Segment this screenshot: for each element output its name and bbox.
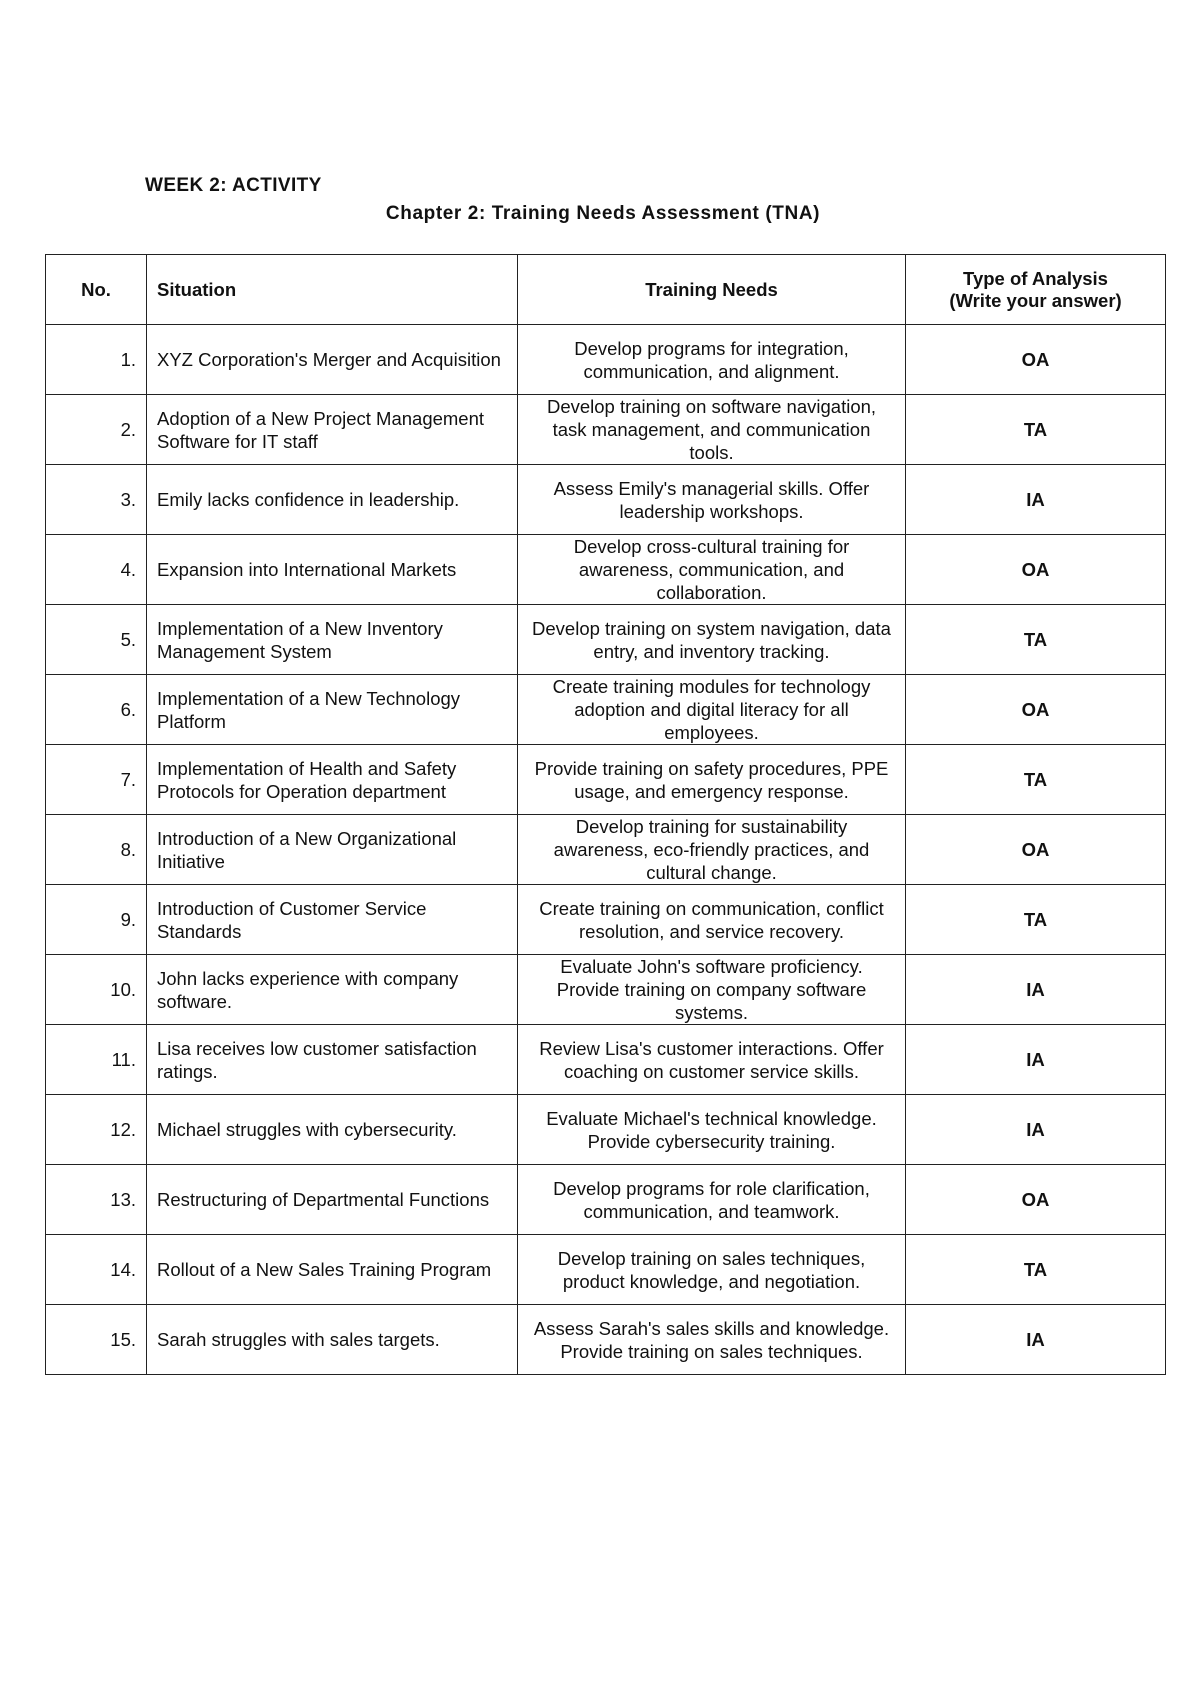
training-needs-cell: Create training modules for technology adoption and digital literacy for all employees. — [518, 675, 906, 745]
training-needs-cell: Create training on communication, conflict resolution, and service recovery. — [518, 885, 906, 955]
type-of-analysis-cell: OA — [906, 325, 1166, 395]
week-title: WEEK 2: ACTIVITY — [145, 175, 322, 196]
training-needs-cell: Develop training for sustainability awareness, eco-friendly practices, and cultural change. — [518, 815, 906, 885]
type-of-analysis-cell: TA — [906, 1235, 1166, 1305]
type-of-analysis-cell: TA — [906, 745, 1166, 815]
row-number-cell: 11. — [46, 1025, 147, 1095]
type-of-analysis-cell: OA — [906, 1165, 1166, 1235]
type-of-analysis-cell: IA — [906, 1025, 1166, 1095]
table-row — [46, 675, 1166, 745]
situation-cell: Implementation of Health and Safety Protocols for Operation department — [147, 745, 518, 815]
type-of-analysis-cell: OA — [906, 535, 1166, 605]
type-of-analysis-cell: TA — [906, 885, 1166, 955]
table-row — [46, 605, 1166, 675]
type-of-analysis-cell: IA — [906, 1305, 1166, 1375]
row-number-cell: 10. — [46, 955, 147, 1025]
chapter-title: Chapter 2: Training Needs Assessment (TNA) — [385, 203, 821, 224]
type-of-analysis-cell: OA — [906, 675, 1166, 745]
type-header-line2: (Write your answer) — [949, 289, 1122, 311]
table-row — [46, 1165, 1166, 1235]
situation-cell: Sarah struggles with sales targets. — [147, 1305, 518, 1375]
training-needs-cell: Develop programs for role clarification, communication, and teamwork. — [518, 1165, 906, 1235]
row-number-cell: 14. — [46, 1235, 147, 1305]
situation-cell: Lisa receives low customer satisfaction ratings. — [147, 1025, 518, 1095]
training-needs-cell: Review Lisa's customer interactions. Offer coaching on customer service skills. — [518, 1025, 906, 1095]
tna-table — [45, 254, 1166, 1375]
table-header-row — [46, 255, 1166, 325]
column-header-situation: Situation — [147, 255, 518, 325]
column-header-type-of-analysis — [906, 255, 1166, 325]
row-number-cell: 13. — [46, 1165, 147, 1235]
table-row — [46, 1235, 1166, 1305]
table-row — [46, 745, 1166, 815]
training-needs-cell: Provide training on safety procedures, PPE usage, and emergency response. — [518, 745, 906, 815]
table-row — [46, 1095, 1166, 1165]
type-of-analysis-cell: IA — [906, 465, 1166, 535]
table-row — [46, 535, 1166, 605]
column-header-training-needs: Training Needs — [518, 255, 906, 325]
row-number-cell: 5. — [46, 605, 147, 675]
type-of-analysis-cell: IA — [906, 955, 1166, 1025]
table-row — [46, 325, 1166, 395]
table-row — [46, 1305, 1166, 1375]
training-needs-cell: Assess Emily's managerial skills. Offer leadership workshops. — [518, 465, 906, 535]
row-number-cell: 9. — [46, 885, 147, 955]
situation-cell: John lacks experience with company software. — [147, 955, 518, 1025]
table-row — [46, 1025, 1166, 1095]
table-row — [46, 815, 1166, 885]
row-number-cell: 6. — [46, 675, 147, 745]
row-number-cell: 4. — [46, 535, 147, 605]
row-number-cell: 12. — [46, 1095, 147, 1165]
row-number-cell: 2. — [46, 395, 147, 465]
row-number-cell: 15. — [46, 1305, 147, 1375]
training-needs-cell: Assess Sarah's sales skills and knowledge. Provide training on sales techniques. — [518, 1305, 906, 1375]
situation-cell: XYZ Corporation's Merger and Acquisition — [147, 325, 518, 395]
situation-cell: Introduction of a New Organizational Initiative — [147, 815, 518, 885]
row-number-cell: 7. — [46, 745, 147, 815]
row-number-cell: 8. — [46, 815, 147, 885]
table-row — [46, 465, 1166, 535]
training-needs-cell: Develop cross-cultural training for awareness, communication, and collaboration. — [518, 535, 906, 605]
situation-cell: Implementation of a New Inventory Management System — [147, 605, 518, 675]
type-header-line1: Type of Analysis — [963, 267, 1108, 289]
table-row — [46, 955, 1166, 1025]
table-row — [46, 885, 1166, 955]
situation-cell: Adoption of a New Project Management Software for IT staff — [147, 395, 518, 465]
training-needs-cell: Develop training on software navigation, task management, and communication tools. — [518, 395, 906, 465]
training-needs-cell: Evaluate John's software proficiency. Provide training on company software systems. — [518, 955, 906, 1025]
situation-cell: Introduction of Customer Service Standards — [147, 885, 518, 955]
situation-cell: Expansion into International Markets — [147, 535, 518, 605]
training-needs-cell: Develop programs for integration, communication, and alignment. — [518, 325, 906, 395]
situation-cell: Implementation of a New Technology Platform — [147, 675, 518, 745]
table-body — [46, 325, 1166, 1375]
table-row — [46, 395, 1166, 465]
training-needs-cell: Develop training on system navigation, data entry, and inventory tracking. — [518, 605, 906, 675]
situation-cell: Emily lacks confidence in leadership. — [147, 465, 518, 535]
situation-cell: Rollout of a New Sales Training Program — [147, 1235, 518, 1305]
situation-cell: Restructuring of Departmental Functions — [147, 1165, 518, 1235]
row-number-cell: 1. — [46, 325, 147, 395]
training-needs-cell: Develop training on sales techniques, product knowledge, and negotiation. — [518, 1235, 906, 1305]
type-of-analysis-cell: TA — [906, 605, 1166, 675]
type-of-analysis-cell: TA — [906, 395, 1166, 465]
situation-cell: Michael struggles with cybersecurity. — [147, 1095, 518, 1165]
column-header-no: No. — [46, 255, 147, 325]
training-needs-cell: Evaluate Michael's technical knowledge. Provide cybersecurity training. — [518, 1095, 906, 1165]
type-of-analysis-cell: IA — [906, 1095, 1166, 1165]
row-number-cell: 3. — [46, 465, 147, 535]
type-of-analysis-cell: OA — [906, 815, 1166, 885]
